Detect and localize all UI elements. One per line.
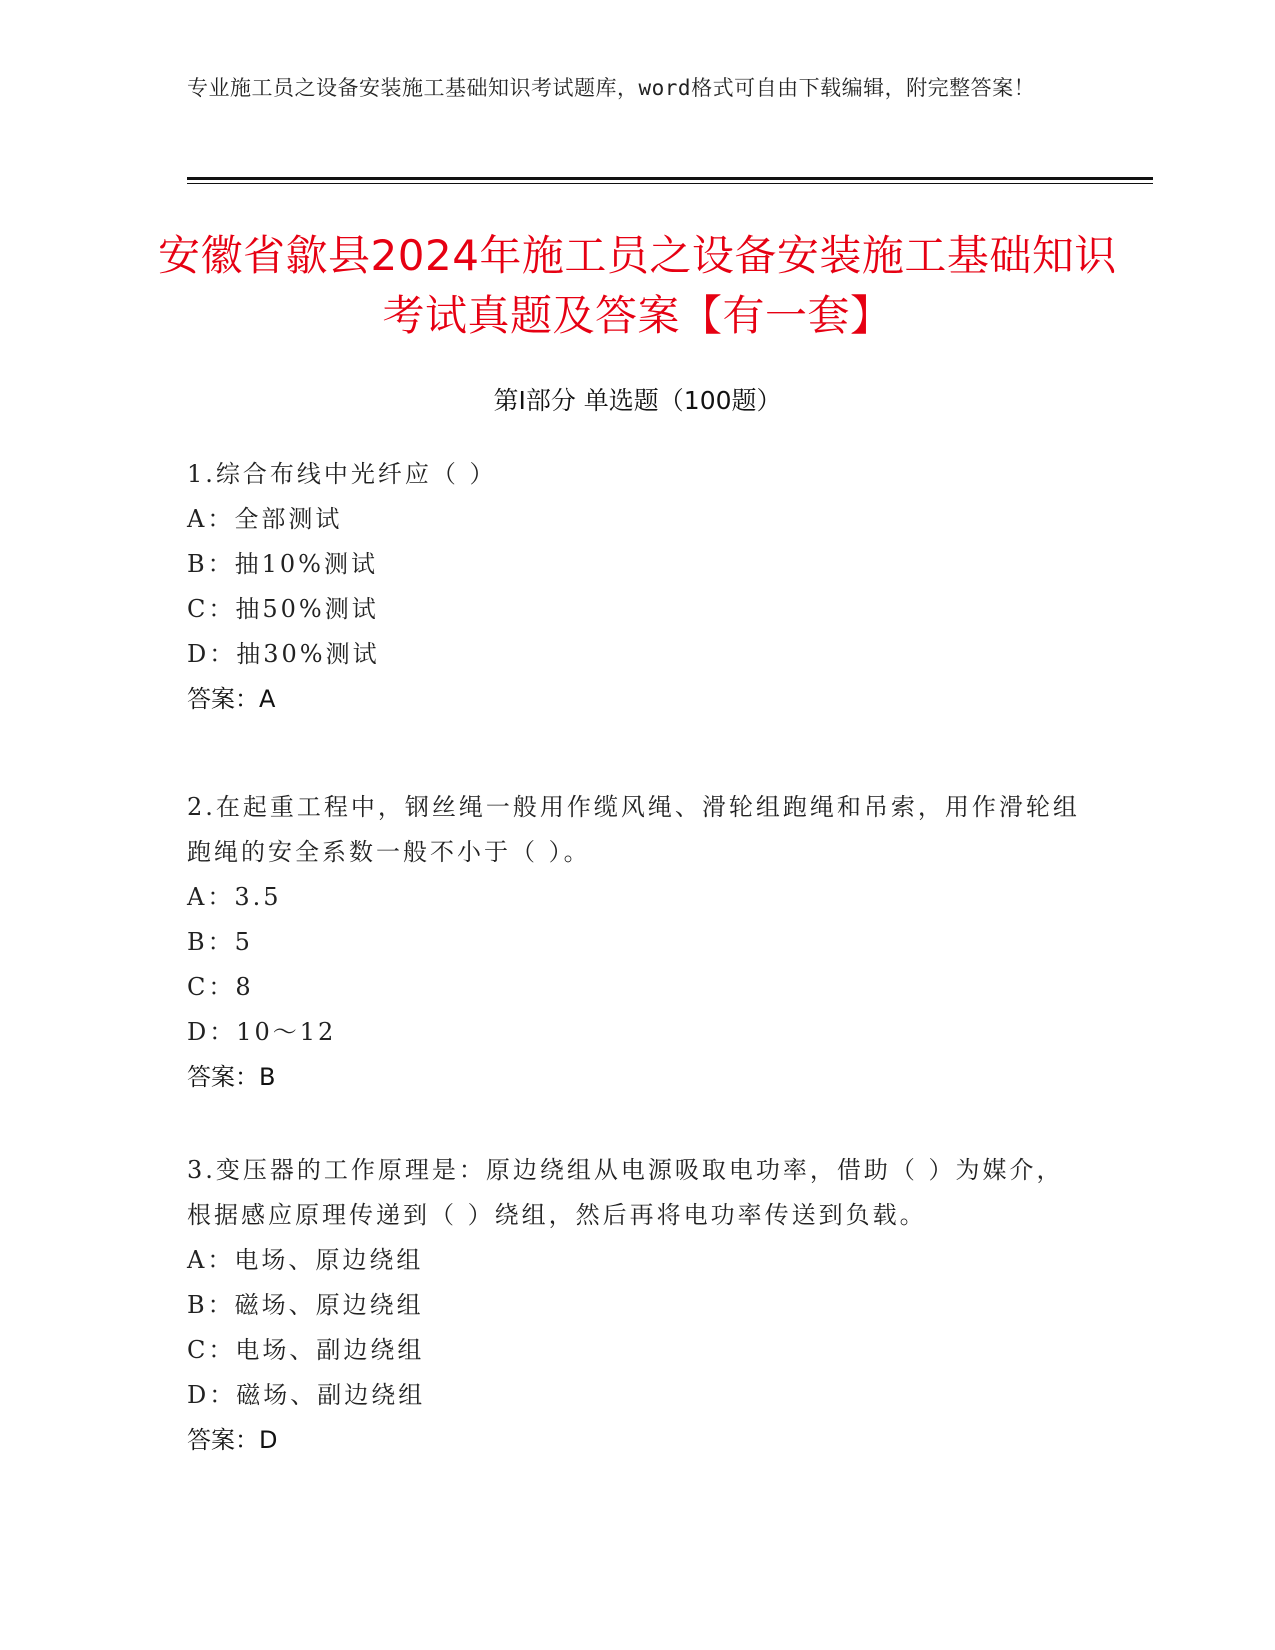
section-title: 第Ⅰ部分 单选题（100题） — [493, 386, 782, 415]
option-a — [187, 1238, 1087, 1283]
option-key: A： — [187, 1246, 235, 1274]
option-key: B： — [187, 1291, 235, 1319]
option-key: B： — [187, 928, 235, 956]
option-text: 10～12 — [236, 1018, 337, 1046]
option-b — [187, 920, 1087, 965]
question-2 — [187, 785, 1087, 1100]
option-key: D： — [187, 1381, 237, 1409]
answer: 答案：A — [187, 685, 276, 713]
option-text: 抽50%测试 — [235, 595, 379, 623]
option-text: 电场、副边绕组 — [235, 1336, 425, 1364]
option-c — [187, 965, 1087, 1010]
option-a — [187, 875, 1087, 920]
option-text: 磁场、原边绕组 — [234, 1291, 424, 1319]
option-text: 5 — [234, 928, 253, 956]
option-key: C： — [187, 973, 236, 1001]
question-1 — [187, 452, 1087, 722]
option-b — [187, 542, 1087, 587]
answer: 答案：D — [187, 1426, 278, 1454]
option-d — [187, 1010, 1087, 1055]
option-key: B： — [187, 550, 235, 578]
option-b — [187, 1283, 1087, 1328]
option-key: D： — [187, 640, 237, 668]
option-key: D： — [187, 1018, 237, 1046]
header-divider-thin — [187, 183, 1153, 184]
option-c — [187, 1328, 1087, 1373]
option-d — [187, 1373, 1087, 1418]
option-c — [187, 587, 1087, 632]
document-title: 安徽省歙县2024年施工员之设备安装施工基础知识考试真题及答案【有一套】 — [158, 231, 1117, 340]
option-a — [187, 497, 1087, 542]
option-d — [187, 632, 1087, 677]
option-text: 全部测试 — [234, 505, 343, 533]
option-text: 3.5 — [234, 883, 282, 911]
option-text: 抽10%测试 — [234, 550, 378, 578]
option-text: 电场、原边绕组 — [234, 1246, 424, 1274]
question-3 — [187, 1148, 1087, 1463]
header-note: 专业施工员之设备安装施工基础知识考试题库，word格式可自由下载编辑，附完整答案！ — [187, 76, 1036, 100]
option-text: 磁场、副边绕组 — [236, 1381, 426, 1409]
question-stem: 3.变压器的工作原理是：原边绕组从电源吸取电功率，借助（ ）为媒介，根据感应原理传递到（ ）绕组，然后再将电功率传送到负载。 — [187, 1156, 1064, 1229]
answer: 答案：B — [187, 1063, 276, 1091]
header-divider-thick — [187, 177, 1153, 180]
question-stem: 1.综合布线中光纤应（ ） — [187, 460, 497, 488]
option-key: A： — [187, 505, 235, 533]
option-key: A： — [187, 883, 235, 911]
option-text: 抽30%测试 — [236, 640, 380, 668]
option-key: C： — [187, 1336, 236, 1364]
option-key: C： — [187, 595, 236, 623]
option-text: 8 — [235, 973, 254, 1001]
question-stem: 2.在起重工程中，钢丝绳一般用作缆风绳、滑轮组跑绳和吊索，用作滑轮组跑绳的安全系数一般不小于（ ）。 — [187, 793, 1080, 866]
